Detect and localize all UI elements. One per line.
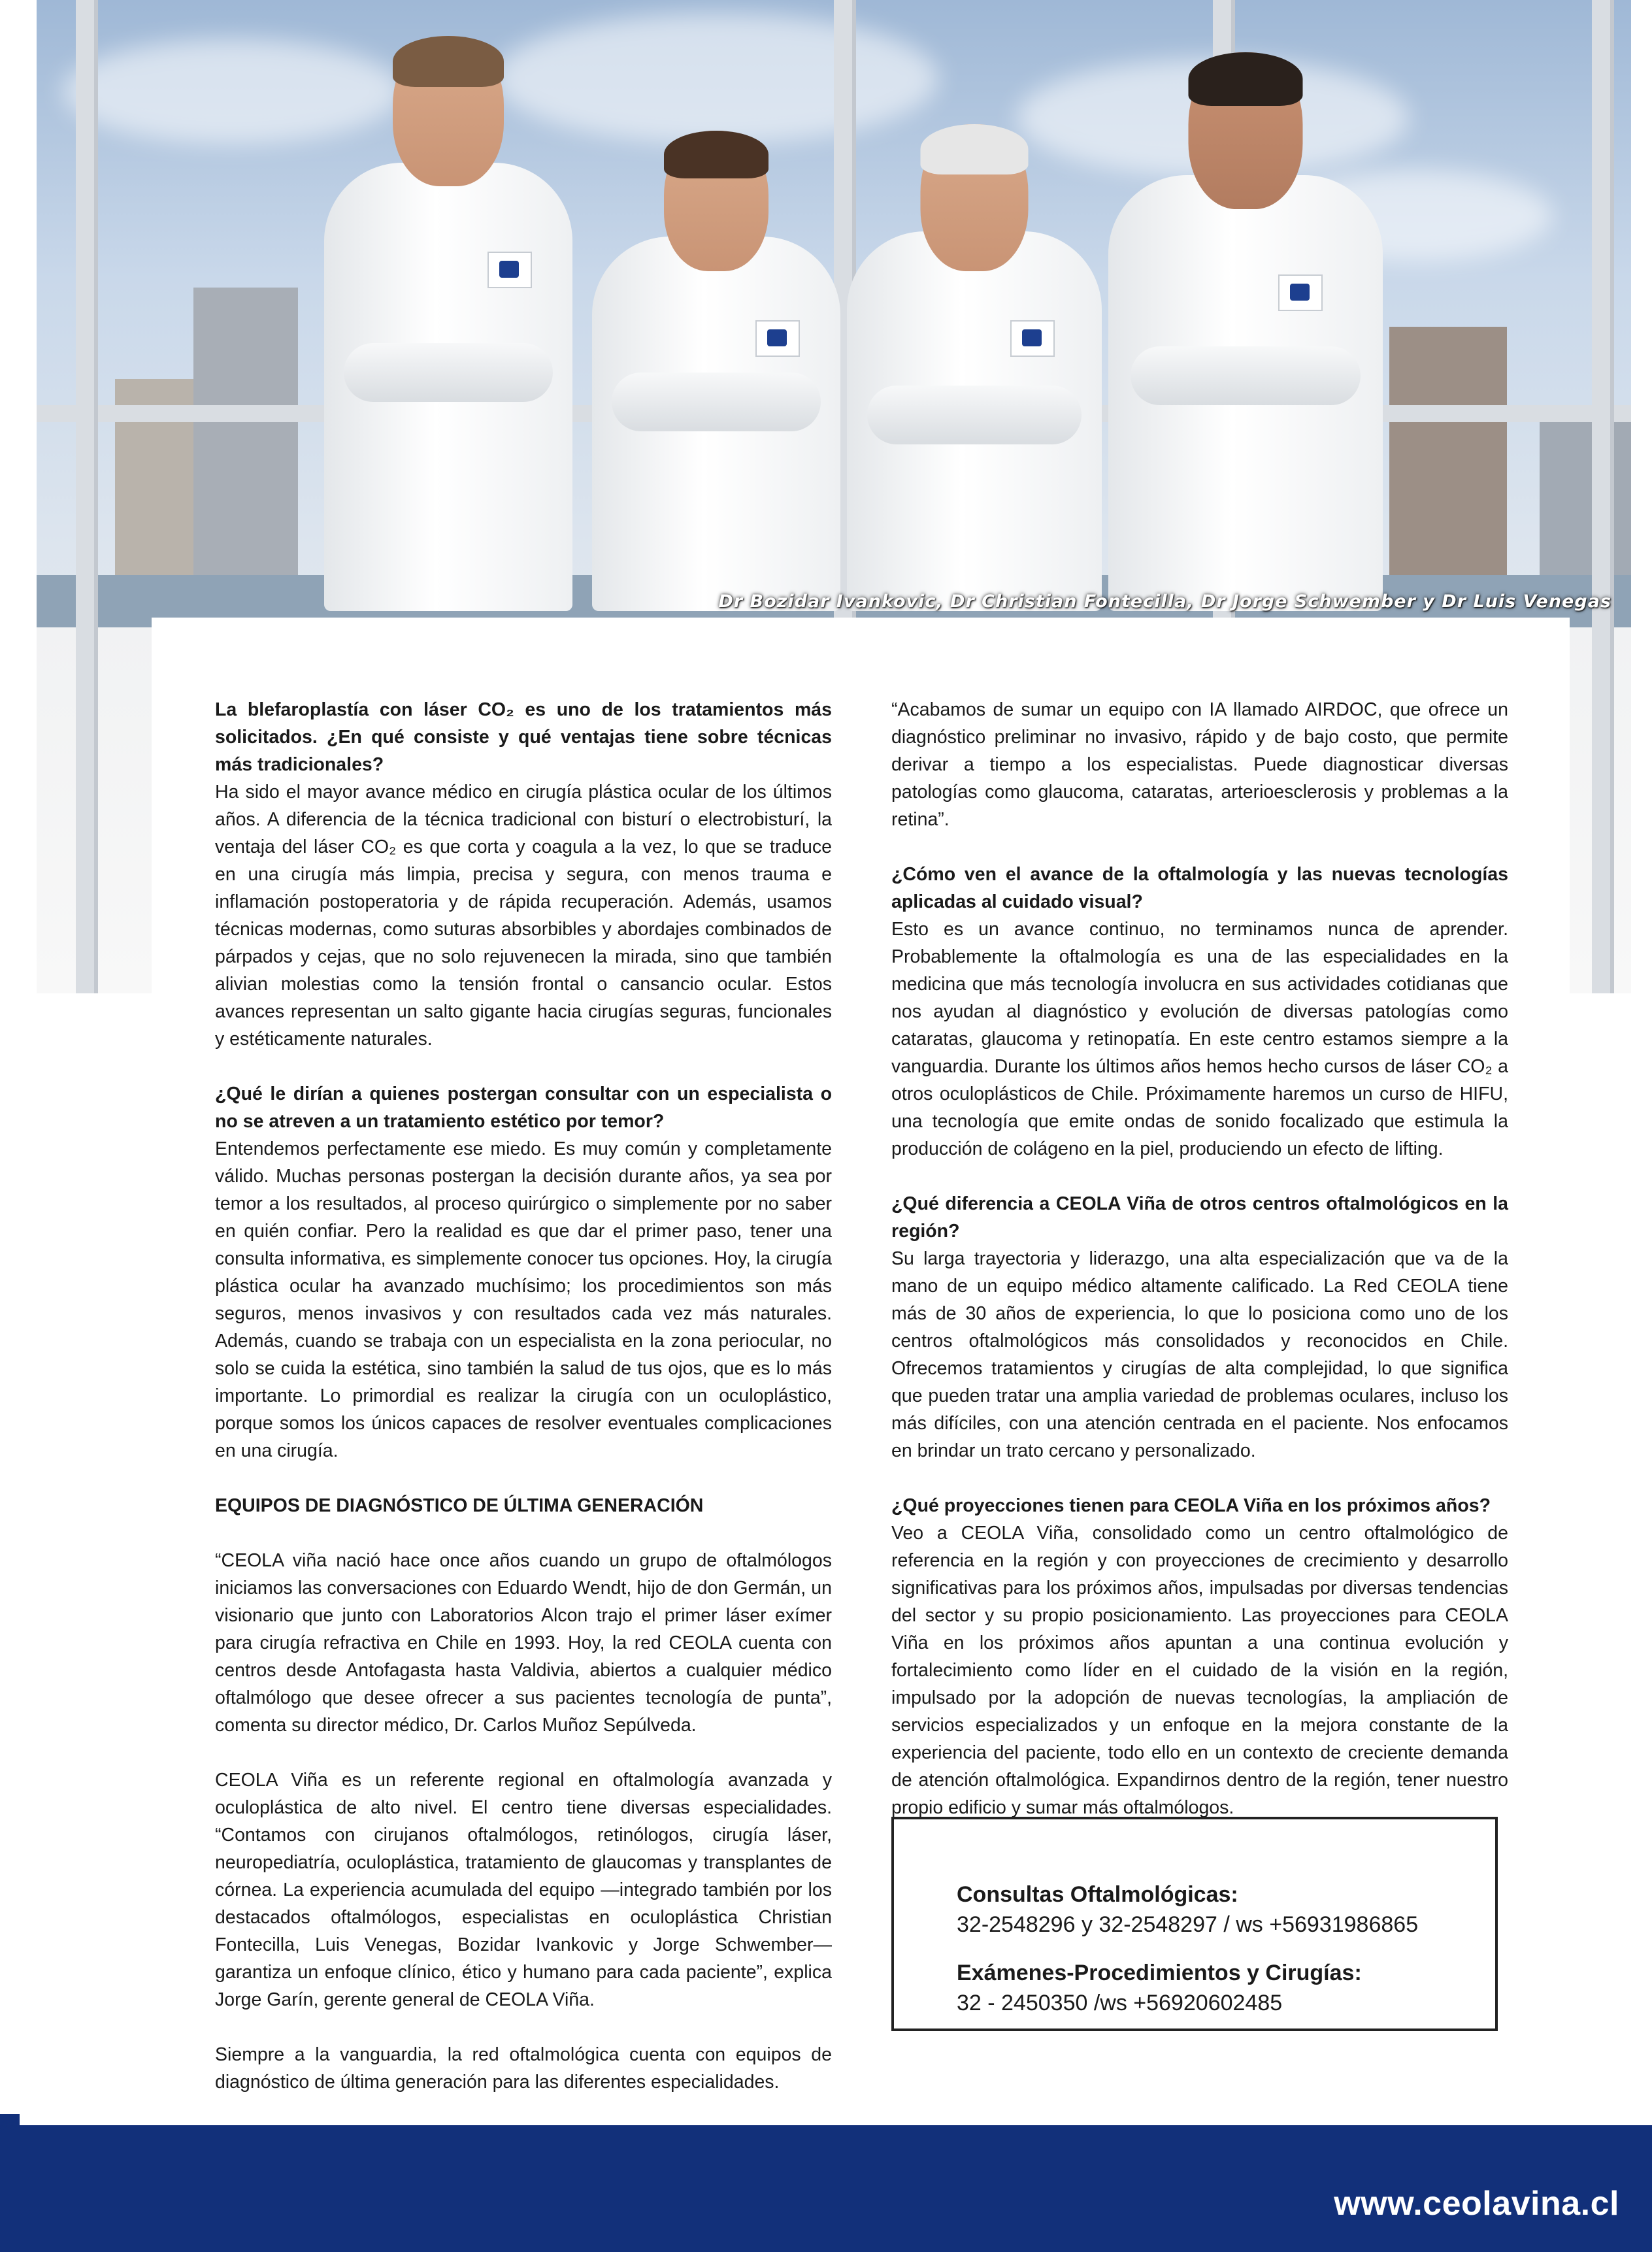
answer-paragraph: Veo a CEOLA Viña, consolidado como un centro oftalmológico de referencia en la región y con proyecciones de crecimiento y desarrollo significativas para los próximos años, impulsadas por diversas tendencias del sector y su propio posicionamiento. Las proyecciones para CEOLA Viña en los próximos años apuntan a una continua evolución y fortalecimiento como líder en el cuidado de la visión en la región, impulsado por la adopción de nuevas tecnologías, la ampliación de servicios especializados y un enfoque en la mejora constante de la experiencia del paciente, todo ello en un contexto de creciente demanda de atención oftalmológica. Expandirnos dentro de la región, tener nuestro propio edificio y sumar más oftalmólogos. [891,1523,1508,1818]
consultas-block [957,1879,1418,1940]
doctor-figure-3 [847,124,1102,611]
body-paragraph: “CEOLA viña nació hace once años cuando un grupo de oftalmólogos iniciamos las conversaciones con Eduardo Wendt, hijo de don Germán, un visionario que junto con Laboratorios Alcon trajo el primer láser exímer para cirugía refractiva en Chile en 1993. Hoy, la red CEOLA cuenta con centros desde Antofagasta hasta Valdivia, abiertos a cualquier médico oftalmólogo que desee ofrecer a sus pacientes tecnología de punta”, comenta su director médico, Dr. Carlos Muñoz Sepúlveda. [215,1550,832,1736]
examenes-block [957,1958,1362,2018]
examenes-phones: 32 - 2450350 /ws +56920602485 [957,1991,1283,2015]
body-paragraph: Siempre a la vanguardia, la red oftalmológica cuenta con equipos de diagnóstico de última generación para las diferentes especialidades. [215,2044,832,2093]
doctor-figure-1 [324,36,572,611]
question-heading: ¿Cómo ven el avance de la oftalmología y las nuevas tecnologías aplicadas al cuidado visual? [891,864,1508,912]
doctor-figure-4 [1108,52,1383,611]
footer-bar [0,2125,1652,2252]
article-left-column [215,696,832,2096]
doctor-figure-2 [592,131,840,611]
body-paragraph: CEOLA Viña es un referente regional en oftalmología avanzada y oculoplástica de alto nivel. El centro tiene diversas especialidades. “Contamos con cirujanos oftalmólogos, retinólogos, cirugía láser, neuropediatría, oculoplástica, tratamiento de glaucomas y transplantes de córnea. La experiencia acumulada del equipo —integrado también por los destacados oftalmólogos, especialistas en oculoplástica Christian Fontecilla, Luis Venegas, Bozidar Ivankovic y Jorge Schwember— garantiza un enfoque clínico, ético y humano para cada paciente”, explica Jorge Garín, gerente general de CEOLA Viña. [215,1770,832,2010]
article-right-column [891,696,1508,1821]
contact-box [891,1817,1498,2031]
examenes-label: Exámenes-Procedimientos y Cirugías: [957,1961,1362,1985]
question-heading: La blefaroplastía con láser CO₂ es uno de los tratamientos más solicitados. ¿En qué consiste y qué ventajas tiene sobre técnicas más tradicionales? [215,699,832,775]
consultas-phones: 32-2548296 y 32-2548297 / ws +56931986865 [957,1912,1419,1937]
photo-caption: Dr Bozidar Ivankovic, Dr Christian Fontecilla, Dr Jorge Schwember y Dr Luis Venegas [718,591,1611,612]
answer-paragraph: Esto es un avance continuo, no terminamos nunca de aprender. Probablemente la oftalmología es una de las especialidades en la medicina que más tecnología involucra en sus actividades cotidianas que nos ayudan al diagnóstico y evolución de diversas patologías como cataratas, glaucoma y retinopatía. En este centro estamos siempre a la vanguardia. Durante los últimos años hemos hecho cursos de láser CO₂ a otros oculoplásticos de Chile. Próximamente haremos un curso de HIFU, una tecnología que emite ondas de sonido focalizado que estimula la producción de colágeno en la piel, produciendo un efecto de lifting. [891,919,1508,1159]
consultas-label: Consultas Oftalmológicas: [957,1882,1238,1907]
section-heading: EQUIPOS DE DIAGNÓSTICO DE ÚLTIMA GENERACIÓN [215,1495,704,1516]
answer-paragraph: Ha sido el mayor avance médico en cirugía plástica ocular de los últimos años. A diferencia de la técnica tradicional con bisturí o electrobisturí, la ventaja del láser CO₂ es que corta y coagula a la vez, lo que se traduce en una cirugía más limpia, precisa y segura, con menos trauma e inflamación postoperatoria y de rápida recuperación. Además, usamos técnicas modernas, como suturas absorbibles y abordajes combinados de párpados y cejas, que no solo rejuvenecen la mirada, sino que también alivian molestias como la tensión frontal o cansancio ocular. Estos avances representan un salto gigante hacia cirugías seguras, funcionales y estéticamente naturales. [215,782,832,1050]
website-url[interactable]: www.ceolavina.cl [1334,2185,1619,2223]
question-heading: ¿Qué diferencia a CEOLA Viña de otros centros oftalmológicos en la región? [891,1193,1508,1242]
answer-paragraph: Entendemos perfectamente ese miedo. Es muy común y completamente válido. Muchas personas postergan la decisión durante años, ya sea por temor a los resultados, al proceso quirúrgico o simplemente por no saber en quién confiar. Pero la realidad es que dar el primer paso, tener una consulta informativa, es simplemente conocer tus opciones. Hoy, la cirugía plástica ocular ha avanzado muchísimo; los procedimientos son más seguros, menos invasivos y con resultados cada vez más naturales. Además, cuando se trabaja con un especialista en la zona periocular, no solo se cuida la estética, sino también la salud de tus ojos, que es lo más importante. Lo primordial es realizar la cirugía con un oculoplástico, porque somos los únicos capaces de resolver eventuales complicaciones en una cirugía. [215,1138,832,1461]
question-heading: ¿Qué le dirían a quienes postergan consultar con un especialista o no se atreven a un tratamiento estético por temor? [215,1084,832,1132]
answer-paragraph: Su larga trayectoria y liderazgo, una alta especialización que va de la mano de un equipo médico altamente calificado. La Red CEOLA tiene más de 30 años de experiencia, lo que lo posiciona como uno de los centros oftalmológicos más consolidados y reconocidos en Chile. Ofrecemos tratamientos y cirugías de alta complejidad, lo que significa que pueden tratar una amplia variedad de problemas oculares, incluso los más difíciles, con una atención centrada en el paciente. Nos enfocamos en brindar un trato cercano y personalizado. [891,1248,1508,1461]
question-heading: ¿Qué proyecciones tienen para CEOLA Viña en los próximos años? [891,1495,1491,1516]
body-paragraph: “Acabamos de sumar un equipo con IA llamado AIRDOC, que ofrece un diagnóstico preliminar no invasivo, rápido y de bajo costo, que permite derivar a tiempo a los especialistas. Puede diagnosticar diversas patologías como glaucoma, cataratas, arterioesclerosis y problemas a la retina”. [891,699,1508,830]
